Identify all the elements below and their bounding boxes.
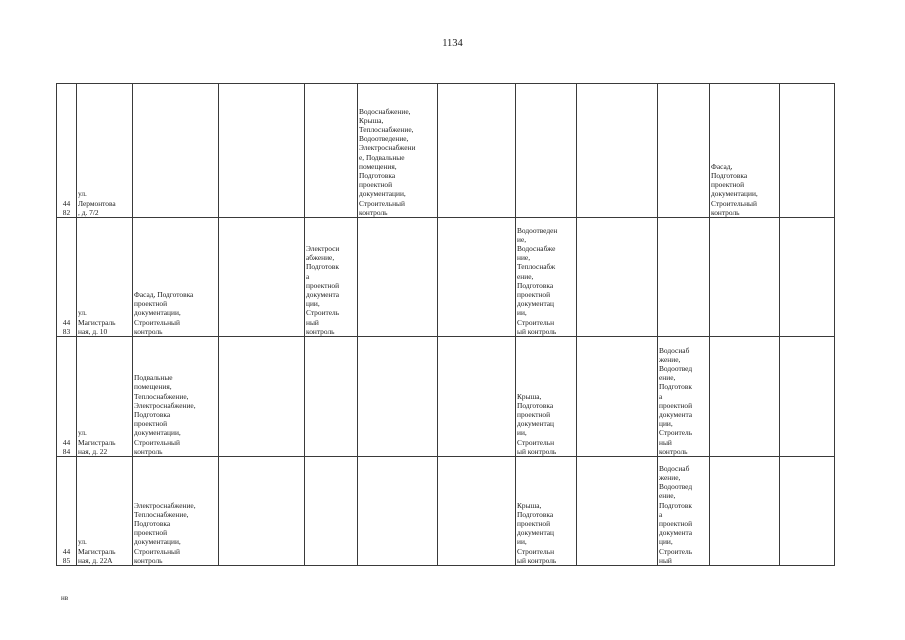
work-cell <box>780 457 835 566</box>
work-cell <box>577 337 658 457</box>
work-cell: Фасад, Подготовка проектной документации, Строительный контроль <box>133 218 219 337</box>
work-cell <box>577 84 658 218</box>
work-cell <box>438 457 516 566</box>
work-cell: Подвальные помещения, Теплоснабжение, Электроснабжение, Подготовка проектной документации, Строительный контроль <box>133 337 219 457</box>
work-cell <box>438 218 516 337</box>
table-row <box>57 337 835 457</box>
table-row <box>57 84 835 218</box>
address-cell: ул. Магистраль ная, д. 10 <box>77 218 133 337</box>
repair-schedule-table <box>56 83 835 566</box>
work-cell <box>358 337 438 457</box>
work-cell <box>577 218 658 337</box>
work-cell <box>780 218 835 337</box>
row-number: 44 83 <box>57 218 77 337</box>
row-number: 44 85 <box>57 457 77 566</box>
page-number: 1134 <box>442 38 463 49</box>
table-row <box>57 218 835 337</box>
work-cell <box>305 337 358 457</box>
work-cell <box>358 457 438 566</box>
work-cell <box>219 337 305 457</box>
row-number: 44 82 <box>57 84 77 218</box>
work-cell: Электроси абжение, Подготовк a проектной документа ции, Строитель ный контроль <box>305 218 358 337</box>
work-cell <box>710 218 780 337</box>
address-cell: ул. Магистраль ная, д. 22А <box>77 457 133 566</box>
work-cell <box>780 84 835 218</box>
work-cell: Электроснабжение, Теплоснабжение, Подготовка проектной документации, Строительный контроль <box>133 457 219 566</box>
work-cell <box>780 337 835 457</box>
work-cell: Крыша, Подготовка проектной документац ии, Строительн ый контроль <box>516 457 577 566</box>
work-cell: Водоотведен ие, Водоснабже ние, Теплоснабж ение, Подготовка проектной документац ии, Строительн ый контроль <box>516 218 577 337</box>
work-cell <box>710 337 780 457</box>
address-cell: ул. Магистраль ная, д. 22 <box>77 337 133 457</box>
work-cell: Водоснабжение, Крыша, Теплоснабжение, Водоотведение, Электроснабжени e, Подвальные помещения, Подготовка проектной документации, Строительный контроль <box>358 84 438 218</box>
row-number: 44 84 <box>57 337 77 457</box>
work-cell: Фасад, Подготовка проектной документации, Строительный контроль <box>710 84 780 218</box>
work-cell <box>358 218 438 337</box>
work-cell: Водосиаб жение, Водоотвед ение, Подготовк a проектной документа ции, Строитель ный контроль <box>658 337 710 457</box>
work-cell <box>219 218 305 337</box>
work-cell: Водосиаб жение, Водоотвед ение, Подготовк a проектной документа ции, Строитель ный <box>658 457 710 566</box>
work-cell <box>305 84 358 218</box>
work-cell <box>516 84 577 218</box>
footer-note: нв <box>61 594 69 602</box>
work-cell <box>219 84 305 218</box>
work-cell <box>219 457 305 566</box>
work-cell <box>577 457 658 566</box>
work-cell <box>438 84 516 218</box>
work-cell <box>658 218 710 337</box>
work-cell <box>658 84 710 218</box>
work-cell <box>710 457 780 566</box>
work-cell <box>438 337 516 457</box>
work-cell <box>133 84 219 218</box>
work-cell <box>305 457 358 566</box>
address-cell: ул. Лермонтова , д. 7/2 <box>77 84 133 218</box>
work-cell: Крыша, Подготовка проектной документац ии, Строительн ый контроль <box>516 337 577 457</box>
table-row <box>57 457 835 566</box>
